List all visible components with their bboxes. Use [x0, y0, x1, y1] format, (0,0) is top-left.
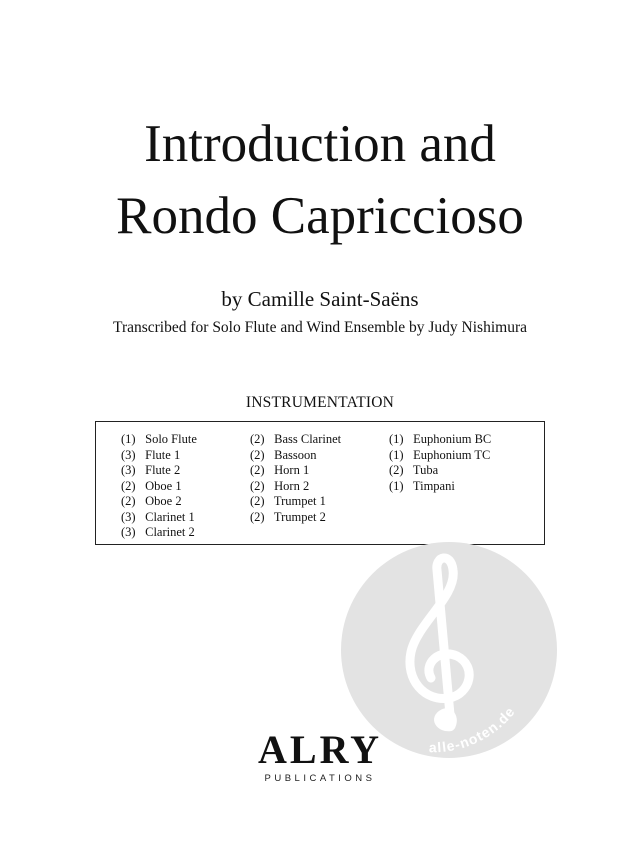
instrument-row — [389, 479, 491, 495]
instrument-row — [389, 432, 491, 448]
instrument-name: Horn 2 — [274, 478, 310, 493]
instrument-name: Clarinet 1 — [145, 509, 195, 524]
instrument-quantity: (2) — [250, 478, 265, 493]
instrument-name: Horn 1 — [274, 463, 310, 477]
instrument-row — [389, 448, 491, 464]
instrument-row — [250, 479, 341, 495]
instrument-quantity: (1) — [389, 447, 404, 462]
instrument-row — [121, 463, 197, 479]
publisher-name: ALRY — [258, 727, 382, 772]
instrument-name: Tuba — [412, 463, 439, 477]
instrument-row — [250, 432, 341, 448]
instrument-name: Flute 2 — [145, 463, 181, 477]
instrument-name: Bass Clarinet — [274, 432, 342, 446]
instrument-row — [250, 510, 341, 526]
instrument-quantity: (2) — [250, 494, 265, 508]
instrument-quantity: (1) — [121, 432, 136, 446]
instrument-name: Clarinet 2 — [145, 525, 195, 539]
title-line-1: Introduction and — [144, 115, 496, 173]
instrument-quantity: (3) — [121, 447, 136, 462]
instrument-row — [121, 432, 197, 448]
transcription-credit: Transcribed for Solo Flute and Wind Ensemble by Judy Nishimura — [113, 319, 527, 336]
instrument-quantity: (2) — [250, 463, 265, 477]
instrument-name: Timpani — [412, 478, 455, 493]
instrument-name: Solo Flute — [145, 432, 197, 446]
instrument-quantity: (1) — [389, 478, 404, 493]
title-line-2: Rondo Capriccioso — [116, 187, 524, 245]
watermark-text-path: alle-noten.de — [428, 703, 519, 756]
composer-credit: by Camille Saint-Saëns — [221, 287, 419, 311]
instrument-row — [250, 463, 341, 479]
instrument-quantity: (2) — [250, 447, 265, 462]
instrument-name: Trumpet 1 — [273, 494, 326, 508]
instrument-quantity: (1) — [389, 432, 404, 446]
publisher-subtitle: PUBLICATIONS — [264, 773, 376, 784]
instrumentation-box — [95, 421, 545, 545]
instrumentation-column-2 — [250, 432, 341, 525]
instrumentation-column-1 — [121, 432, 197, 541]
instrument-name: Trumpet 2 — [273, 509, 326, 524]
instrument-row — [121, 510, 197, 526]
instrument-row — [250, 448, 341, 464]
instrument-quantity: (2) — [121, 478, 136, 493]
instrument-quantity: (2) — [389, 463, 404, 477]
instrument-row — [121, 494, 197, 510]
instrument-name: Oboe 2 — [145, 494, 182, 508]
instrument-name: Oboe 1 — [145, 478, 182, 493]
instrument-row — [121, 479, 197, 495]
instrument-row — [121, 448, 197, 464]
instrument-quantity: (3) — [121, 509, 136, 524]
instrument-quantity: (2) — [121, 494, 136, 508]
instrument-name: Euphonium BC — [413, 432, 492, 446]
instrument-name: Euphonium TC — [413, 447, 491, 462]
instrument-quantity: (2) — [250, 509, 265, 524]
instrument-row — [121, 525, 197, 541]
instrument-name: Bassoon — [274, 447, 317, 462]
instrument-quantity: (3) — [121, 463, 136, 477]
instrumentation-column-3 — [389, 432, 491, 494]
instrument-row — [250, 494, 341, 510]
instrument-name: Flute 1 — [145, 447, 181, 462]
instrumentation-heading: INSTRUMENTATION — [245, 394, 395, 411]
instrument-row — [389, 463, 491, 479]
instrument-quantity: (3) — [121, 525, 136, 539]
instrument-quantity: (2) — [250, 432, 265, 446]
